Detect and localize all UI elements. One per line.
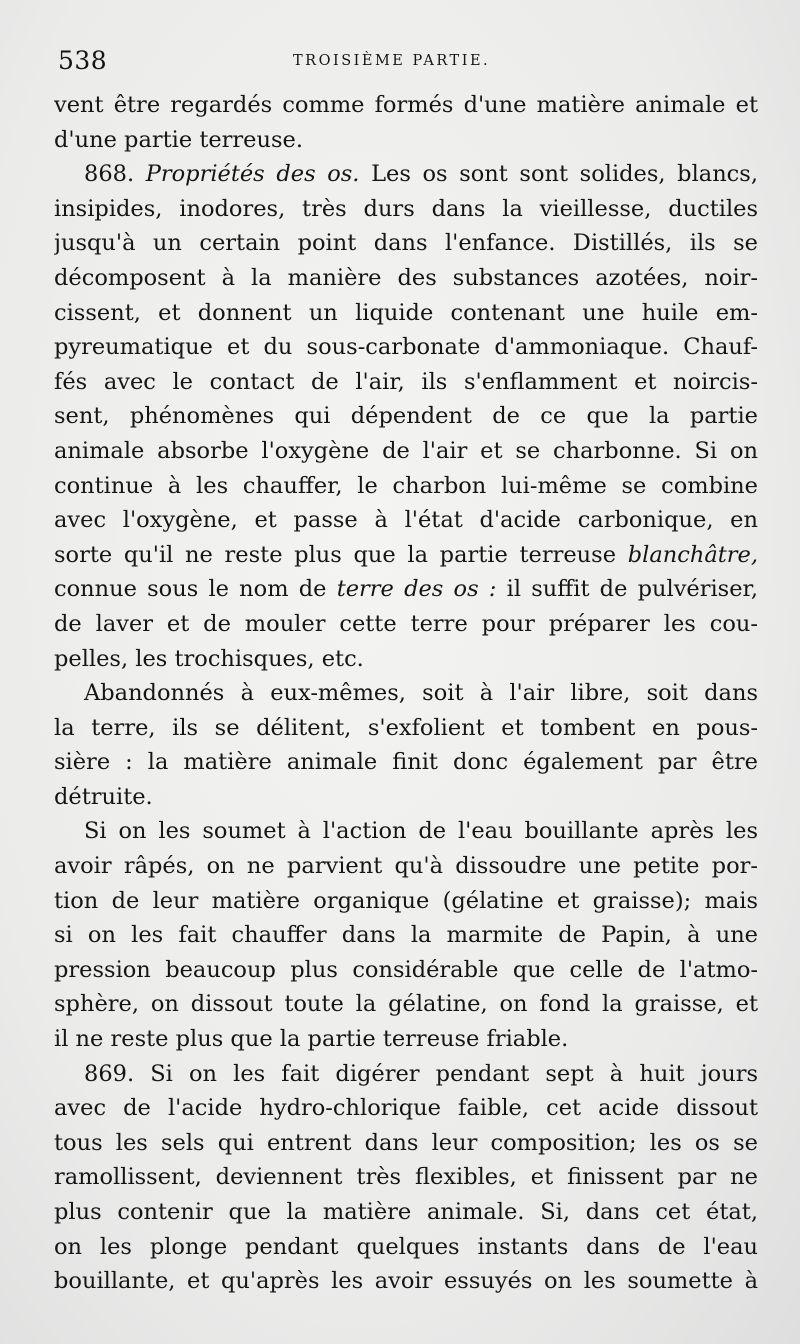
text-line: sière : la matière animale finit donc également par être xyxy=(54,749,758,776)
text-line: tion de leur matière organique (gélatine et graisse); mais xyxy=(54,887,758,914)
text-line xyxy=(54,538,758,573)
text-line: d'une partie terreuse. xyxy=(54,126,304,153)
text-line: avoir râpés, on ne parvient qu'à dissoudre une petite por- xyxy=(54,853,758,880)
text-line: décomposent à la manière des substances azotées, noir- xyxy=(54,264,758,291)
text-line: insipides, inodores, très durs dans la vieillesse, ductiles xyxy=(54,195,758,222)
text-line: bouillante, et qu'après les avoir essuyés on les soumette à xyxy=(54,1268,758,1295)
text-fragment: connue sous le nom de xyxy=(54,576,337,603)
text-line: jusqu'à un certain point dans l'enfance. Distillés, ils se xyxy=(54,230,758,257)
italic-term: blanchâtre, xyxy=(627,541,758,568)
text-line: cissent, et donnent un liquide contenant une huile em- xyxy=(54,299,758,326)
text-fragment: Les os sont sont solides, blancs, xyxy=(359,161,758,188)
text-line: continue à les chauffer, le charbon lui-même se combine xyxy=(54,472,758,499)
text-line: ramollissent, deviennent très flexibles, et finissent par ne xyxy=(54,1164,758,1191)
text-line: détruite. xyxy=(54,783,153,810)
text-line: avec de l'acide hydro-chlorique faible, cet acide dissout xyxy=(54,1095,758,1122)
text-line: il ne reste plus que la partie terreuse friable. xyxy=(54,1026,569,1053)
body-text xyxy=(54,88,758,1299)
text-line: Si on les soumet à l'action de l'eau bouillante après les xyxy=(84,818,758,845)
text-line: pelles, les trochisques, etc. xyxy=(54,645,364,672)
text-line: fés avec le contact de l'air, ils s'enflamment et noircis- xyxy=(54,368,758,395)
text-line: la terre, ils se délitent, s'exfolient et tombent en pous- xyxy=(54,714,758,741)
italic-term: terre des os : xyxy=(336,576,497,603)
text-line: sent, phénomènes qui dépendent de ce que la partie xyxy=(54,403,758,430)
text-fragment: sorte qu'il ne reste plus que la partie terreuse xyxy=(54,541,628,568)
text-line: animale absorbe l'oxygène de l'air et se charbonne. Si on xyxy=(54,437,758,464)
section-heading-line: 869. Si on les fait digérer pendant sept à huit jours xyxy=(84,1060,758,1087)
text-line: plus contenir que la matière animale. Si, dans cet état, xyxy=(54,1199,758,1225)
text-line: si on les fait chauffer dans la marmite de Papin, à une xyxy=(54,922,758,949)
text-line: Abandonnés à eux-mêmes, soit à l'air libre, soit dans xyxy=(84,680,758,707)
text-line: pression beaucoup plus considérable que celle de l'atmo- xyxy=(54,956,758,983)
text-line: sphère, on dissout toute la gélatine, on fond la graisse, et xyxy=(54,991,758,1018)
section-title: Propriétés des os. xyxy=(145,161,360,188)
text-line: vent être regardés comme formés d'une matière animale et xyxy=(54,92,758,118)
text-line: on les plonge pendant quelques instants dans de l'eau xyxy=(54,1233,758,1260)
running-head xyxy=(58,46,740,76)
text-line xyxy=(54,572,758,607)
text-line: avec l'oxygène, et passe à l'état d'acide carbonique, en xyxy=(54,507,758,534)
section-number: 868. xyxy=(84,161,146,188)
section-heading-line xyxy=(54,157,758,192)
text-line: tous les sels qui entrent dans leur composition; les os se xyxy=(54,1129,758,1156)
text-line: pyreumatique et du sous-carbonate d'ammoniaque. Chauf- xyxy=(54,334,758,361)
text-line: de laver et de mouler cette terre pour préparer les cou- xyxy=(54,610,758,637)
page-number: 538 xyxy=(58,46,108,75)
text-fragment: il suffit de pulvériser, xyxy=(496,576,758,603)
running-title: TROISIÈME PARTIE. xyxy=(293,53,491,69)
